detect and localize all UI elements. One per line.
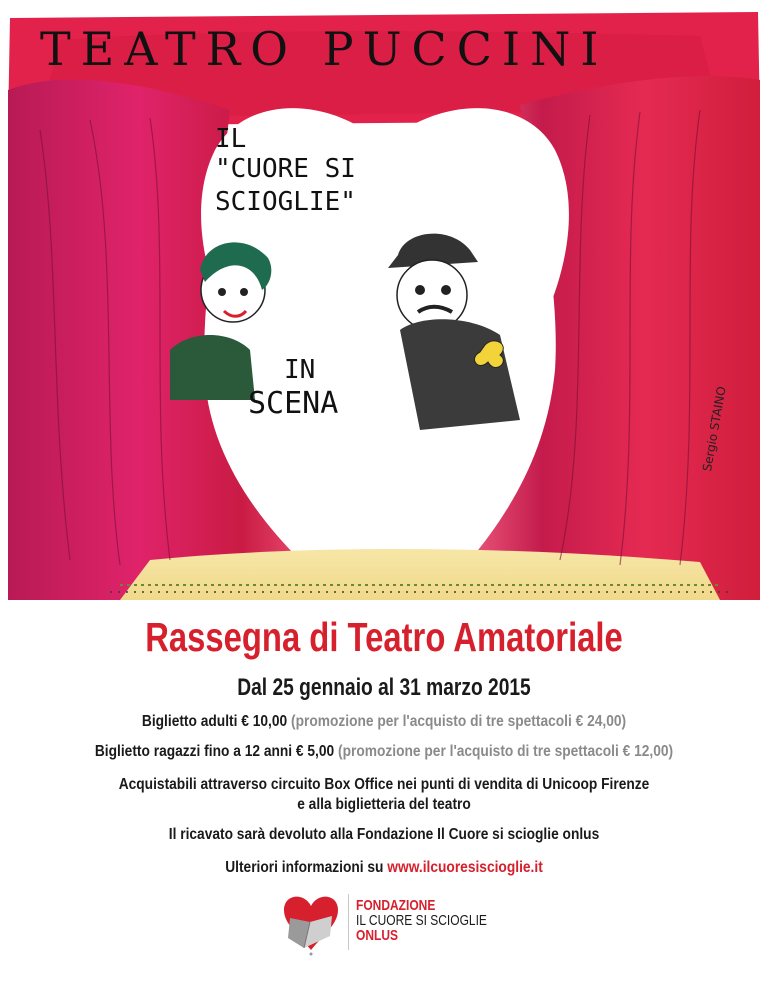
heart-caption-lower <box>248 355 428 423</box>
caption-line-4: IN <box>284 355 316 385</box>
caption-line-5: SCENA <box>248 386 339 421</box>
ticket-kids-promo: (promozione per l'acquisto di tre spettacoli € 12,00) <box>338 743 674 760</box>
purchase-info-line-1: Acquistabili attraverso circuito Box Office nei punti di vendita di Unicoop Firenze <box>118 776 650 793</box>
caption-line-1: IL <box>215 124 247 154</box>
more-info-label: Ulteriori informazioni su <box>225 859 384 876</box>
more-info-line <box>54 859 714 877</box>
logo-line-1: FONDAZIONE <box>356 897 436 914</box>
foundation-logo <box>280 888 510 968</box>
caption-line-2: "CUORE SI <box>215 154 356 184</box>
ticket-kids: Biglietto ragazzi fino a 12 anni € 5,00 <box>94 743 335 760</box>
logo-line-3: ONLUS <box>356 927 398 944</box>
ticket-kids-line <box>54 743 714 761</box>
website-link[interactable]: www.ilcuoresiscioglie.it <box>387 859 543 876</box>
purchase-info-line-2: e alla biglietteria del teatro <box>297 796 471 813</box>
theatre-name: TEATRO PUCCINI <box>40 22 609 76</box>
ticket-adults-promo: (promozione per l'acquisto di tre spettacoli € 24,00) <box>290 713 627 730</box>
artist-signature: Sergio STAINO <box>700 385 729 473</box>
logo-divider <box>348 894 349 950</box>
logo-text <box>356 898 487 943</box>
event-dates: Dal 25 gennaio al 31 marzo 2015 <box>237 674 531 701</box>
header-title <box>40 22 730 82</box>
caption-line-3: SCIOGLIE" <box>215 187 356 217</box>
logo-line-2: IL CUORE SI SCIOGLIE <box>356 912 487 929</box>
ticket-adults-line <box>54 713 714 731</box>
ticket-adults: Biglietto adulti € 10,00 <box>141 713 288 730</box>
heart-caption <box>215 125 425 219</box>
proceeds-note: Il ricavato sarà devoluto alla Fondazione Il Cuore si scioglie onlus <box>168 826 600 843</box>
heart-logo-icon <box>280 888 342 958</box>
event-title: Rassegna di Teatro Amatoriale <box>145 614 623 660</box>
